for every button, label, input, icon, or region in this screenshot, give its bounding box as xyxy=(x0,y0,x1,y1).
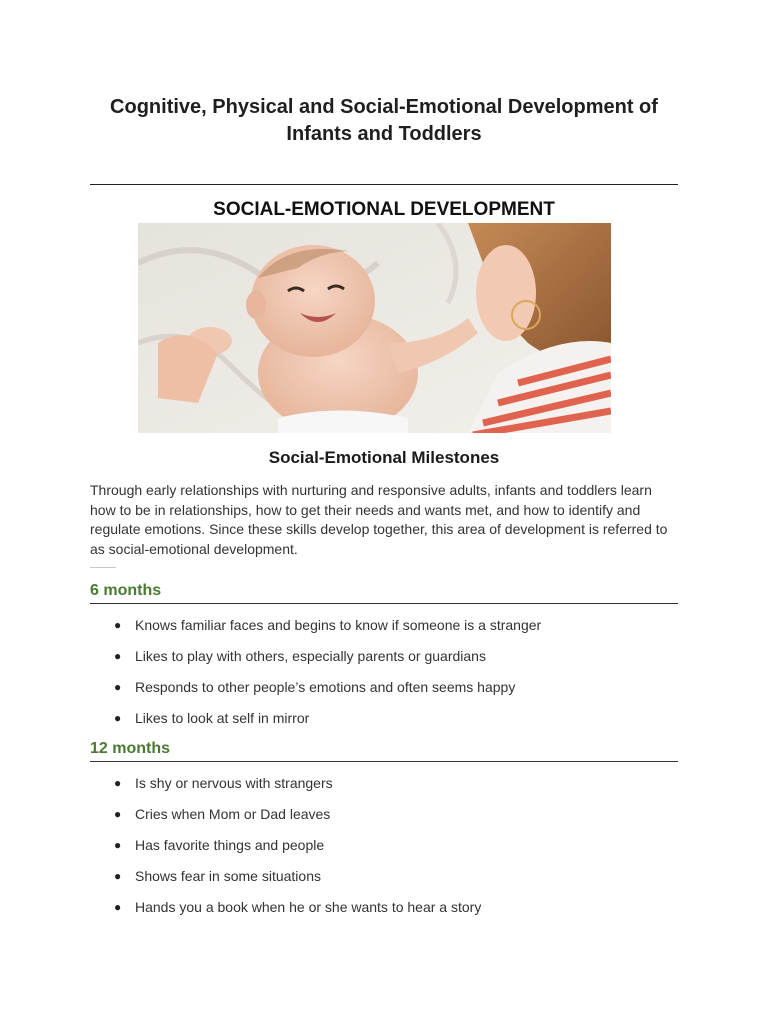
milestones-subtitle: Social-Emotional Milestones xyxy=(268,448,500,467)
list-item-text: Has favorite things and people xyxy=(135,837,325,853)
bullet-icon: ● xyxy=(114,869,122,883)
list-item xyxy=(90,616,678,647)
page-title: Cognitive, Physical and Social-Emotional Development of Infants and Toddlers xyxy=(110,96,658,145)
age-heading-6-months: 6 months xyxy=(90,581,678,604)
bullet-icon: ● xyxy=(114,711,122,725)
list-item-text: Likes to look at self in mirror xyxy=(135,710,310,726)
bullet-icon: ● xyxy=(114,838,122,852)
list-item-text: Responds to other people’s emotions and often seems happy xyxy=(135,679,516,695)
list-item-text: Cries when Mom or Dad leaves xyxy=(135,806,331,822)
bullet-icon: ● xyxy=(114,776,122,790)
section-title: SOCIAL-EMOTIONAL DEVELOPMENT xyxy=(213,199,555,220)
mother-baby-photo xyxy=(138,223,611,433)
list-item-text: Shows fear in some situations xyxy=(135,868,321,884)
list-item xyxy=(90,836,678,867)
intro-paragraph: Through early relationships with nurturing and responsive adults, infants and toddlers learn how to be in relationships, how to get their needs and wants met, and how to identify and regulate emotions. Since these skills develop together, this area of development is referred to as social-emotional development. xyxy=(90,482,668,557)
list-item-text: Is shy or nervous with strangers xyxy=(135,775,333,791)
list-item xyxy=(90,647,678,678)
list-item xyxy=(90,678,678,709)
list-item xyxy=(90,867,678,898)
list-item-text: Likes to play with others, especially parents or guardians xyxy=(135,648,486,664)
list-item-text: Knows familiar faces and begins to know if someone is a stranger xyxy=(135,617,542,633)
footnote-divider xyxy=(90,567,116,568)
list-item-text: Hands you a book when he or she wants to hear a story xyxy=(135,899,482,915)
list-item xyxy=(90,898,678,929)
title-divider xyxy=(90,184,678,185)
bullet-icon: ● xyxy=(114,807,122,821)
milestone-list-12-months xyxy=(90,774,678,929)
list-item xyxy=(90,774,678,805)
bullet-icon: ● xyxy=(114,649,122,663)
bullet-icon: ● xyxy=(114,680,122,694)
bullet-icon: ● xyxy=(114,618,122,632)
milestone-list-6-months xyxy=(90,616,678,740)
age-heading-12-months: 12 months xyxy=(90,739,678,762)
list-item xyxy=(90,805,678,836)
list-item xyxy=(90,709,678,740)
bullet-icon: ● xyxy=(114,900,122,914)
